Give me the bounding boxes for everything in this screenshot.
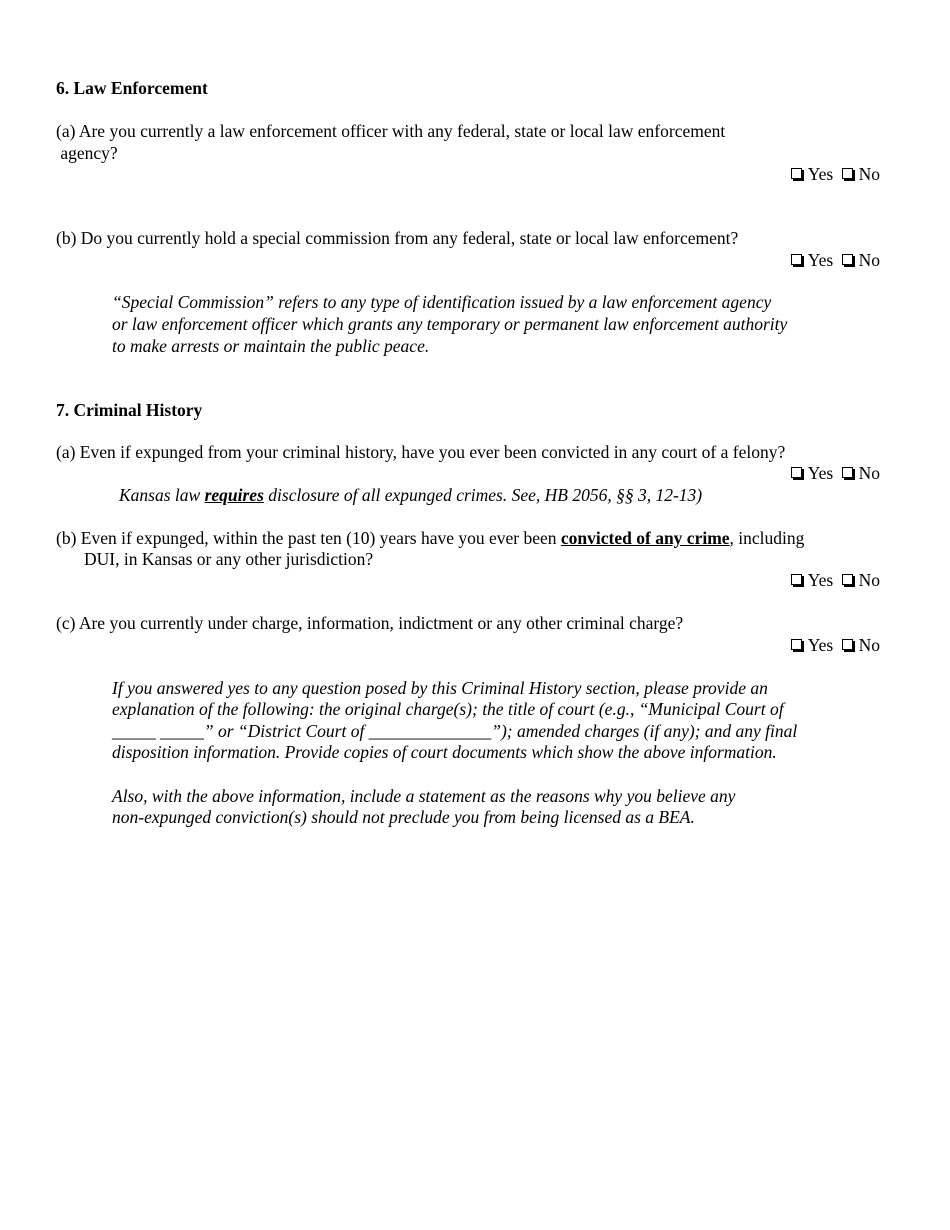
question-6a-no-option[interactable]: No (842, 164, 880, 184)
question-7c-no-option[interactable]: No (842, 635, 880, 655)
requires-emphasis: requires (204, 485, 264, 505)
instructions-line4: disposition information. Provide copies of court documents which show the above information. (112, 742, 777, 762)
question-6b-yes-option[interactable]: Yes (791, 250, 833, 270)
question-7c-line1: (c) Are you currently under charge, information, indictment or any other criminal charge? (56, 613, 684, 633)
question-7c-answer (791, 635, 880, 656)
checkbox-icon[interactable] (791, 574, 802, 585)
question-7a-yes-option[interactable]: Yes (791, 463, 833, 483)
question-7b-line2: DUI, in Kansas or any other jurisdiction? (84, 549, 374, 569)
question-7b-answer (791, 570, 880, 591)
special-commission-note-line3: to make arrests or maintain the public peace. (112, 336, 430, 356)
question-6a-line1: (a) Are you currently a law enforcement officer with any federal, state or local law enforcement (56, 121, 726, 141)
special-commission-note-line2: or law enforcement officer which grants any temporary or permanent law enforcement authority (112, 314, 788, 334)
checkbox-icon[interactable] (842, 467, 853, 478)
question-7b-yes-option[interactable]: Yes (791, 570, 833, 590)
section-6-heading: 6. Law Enforcement (56, 78, 208, 98)
question-6b-answer (791, 250, 880, 271)
checkbox-icon[interactable] (842, 168, 853, 179)
convicted-emphasis: convicted of any crime (560, 528, 730, 548)
statement-line1: Also, with the above information, include a statement as the reasons why you believe any (112, 786, 736, 806)
checkbox-icon[interactable] (791, 168, 802, 179)
question-7c-yes-option[interactable]: Yes (791, 635, 833, 655)
question-7a-answer (791, 463, 880, 484)
question-7b-no-option[interactable]: No (842, 570, 880, 590)
question-7a-line1: (a) Even if expunged from your criminal history, have you ever been convicted in any court of a felony? (56, 442, 786, 462)
question-6a-line2: agency? (56, 143, 118, 163)
special-commission-note-line1: “Special Commission” refers to any type of identification issued by a law enforcement agency (112, 292, 772, 312)
instructions-line1: If you answered yes to any question posed by this Criminal History section, please provide an (112, 678, 768, 698)
instructions-line3: _____ _____” or “District Court of ______________”); amended charges (if any); and any final (112, 721, 798, 741)
statement-line2: non-expunged conviction(s) should not preclude you from being licensed as a BEA. (112, 807, 695, 827)
checkbox-icon[interactable] (842, 574, 853, 585)
checkbox-icon[interactable] (791, 639, 802, 650)
question-6a-yes-option[interactable]: Yes (791, 164, 833, 184)
question-7a-no-option[interactable]: No (842, 463, 880, 483)
instructions-line2: explanation of the following: the original charge(s); the title of court (e.g., “Municipal Court of (112, 699, 784, 719)
checkbox-icon[interactable] (842, 254, 853, 265)
checkbox-icon[interactable] (842, 639, 853, 650)
checkbox-icon[interactable] (791, 467, 802, 478)
kansas-law-note: Kansas law requires disclosure of all expunged crimes. See, HB 2056, §§ 3, 12-13) (119, 485, 703, 505)
section-7-heading: 7. Criminal History (56, 400, 203, 420)
question-6b-line1: (b) Do you currently hold a special commission from any federal, state or local law enforcement? (56, 228, 739, 248)
question-6a-answer (791, 164, 880, 185)
checkbox-icon[interactable] (791, 254, 802, 265)
question-6b-no-option[interactable]: No (842, 250, 880, 270)
question-7b-line1: (b) Even if expunged, within the past ten (10) years have you ever been convicted of any crime, including (56, 528, 805, 548)
